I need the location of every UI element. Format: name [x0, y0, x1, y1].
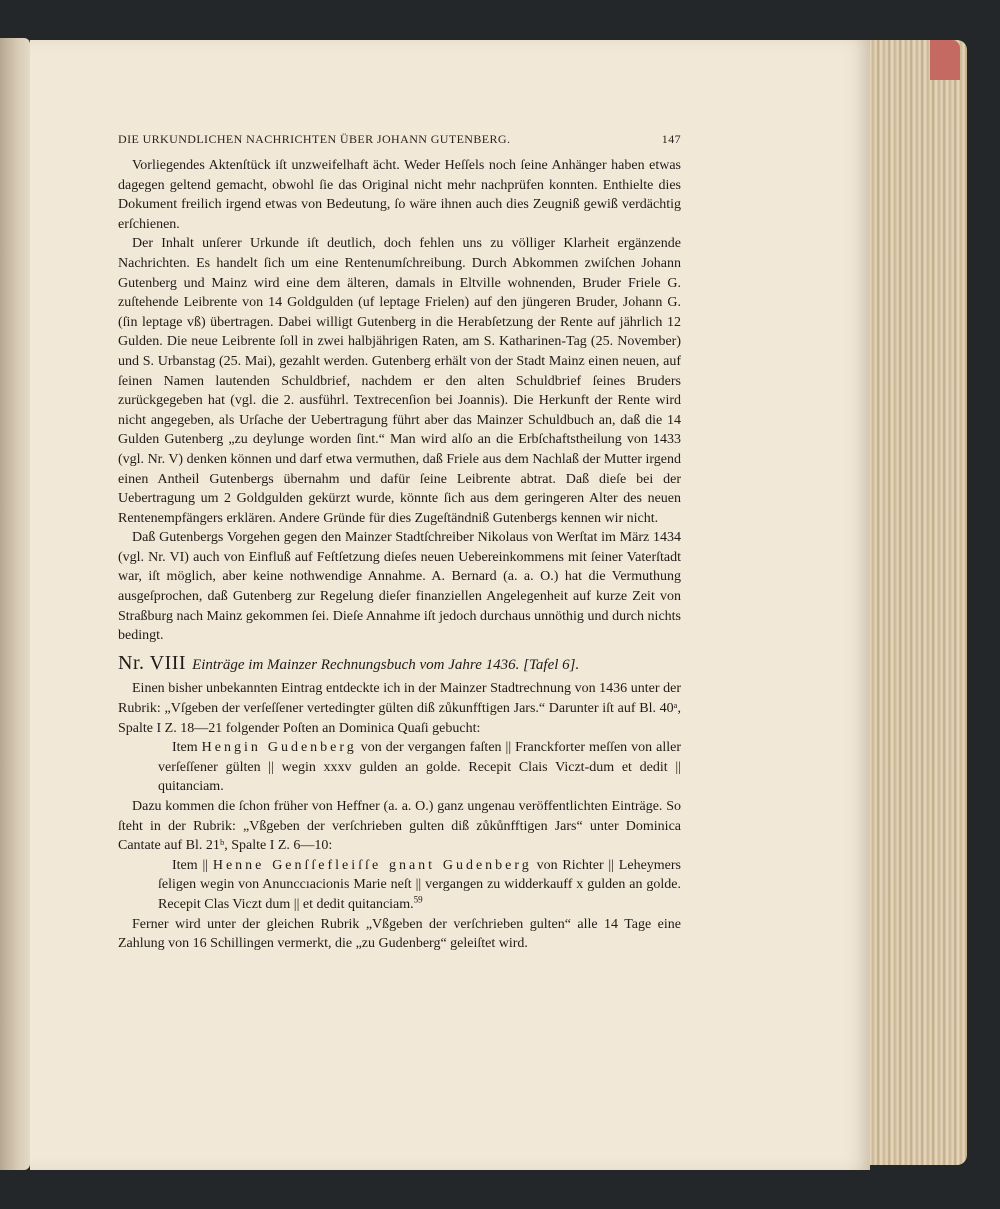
- paragraph: Daß Gutenbergs Vorgehen gegen den Mainzer Stadtſchreiber Nikolaus von Werſtat im März 1434 (vgl. Nr. VI) auch von Einfluß auf Feſtſetzung dieſes neuen Uebereinkommens mit ſeiner Vaterſtadt war, iſt möglich, aber keine nothwendige Annahme. A. Bernard (a. a. O.) hat die Vermuthung ausgeſprochen, daß Gutenberg zur Regelung dieſer finanziellen Angelegenheit auf kurze Zeit von Straßburg nach Mainz gekommen ſei. Dieſe Annahme iſt jedoch durchaus unnöthig und durch nichts bedingt.: [118, 530, 681, 644]
- body-text: [118, 156, 681, 954]
- binding-corner: [930, 40, 960, 80]
- paragraph: Dazu kommen die ſchon früher von Heffner (a. a. O.) ganz ungenau veröffentlichten Einträge. So ſteht in der Rubrik: „Vßgeben der verſchrieben gulten diß zůkůnfftigen Jars“ unter Dominica Cantate auf Bl. 21ᵇ, Spalte I Z. 6—10:: [118, 799, 681, 854]
- paragraph: Einen bisher unbekannten Eintrag entdeckte ich in der Mainzer Stadtrechnung von 1436 unter der Rubrik: „Vſgeben der verſeſſener vertedingter gülten diß zůkunfftigen Jars.“ Darunter iſt auf Bl. 40ᵃ, Spalte I Z. 18—21 folgender Poſten an Dominica Quaſi gebucht:: [118, 681, 681, 736]
- entry-name: Hengin Gudenberg: [201, 740, 357, 756]
- page-header: [118, 132, 681, 147]
- record-entry: [158, 738, 681, 797]
- entry-name: Henne Genſſefleiſſe gnant Gudenberg: [212, 857, 532, 873]
- section-heading: [118, 651, 681, 676]
- page-edge-stack: [862, 40, 967, 1165]
- footnote-marker: 59: [413, 894, 423, 905]
- entry-lead: Item ||: [172, 857, 213, 873]
- entry-text: von der vergangen faſten || Franckforter meſſen von aller verſeſſener gülten || wegin xxxv gulden an golde. Recepit Clais Viczt-dum et dedit || quitanciam.: [158, 740, 681, 795]
- entry-lead: Item: [172, 740, 202, 756]
- paragraph: Vorliegendes Aktenſtück iſt unzweifelhaft ächt. Weder Heſſels noch ſeine Anhänger haben etwas dagegen geltend gemacht, obwohl ſie das Original nicht mehr nachprüfen konnten. Enthielte dies Dokument freilich irgend etwas von Bedeutung, ſo wäre ihnen auch dies Zeugniß gewiß verdächtig erſchienen.: [118, 158, 681, 232]
- page-number: 147: [661, 132, 681, 146]
- paragraph: Der Inhalt unſerer Urkunde iſt deutlich, doch fehlen uns zu völliger Klarheit ergänzende Nachrichten. Es handelt ſich um eine Rentenumſchreibung. Durch Abkommen zwiſchen Johann Gutenberg und Mainz wird eine dem älteren, damals in Eltville wohnenden, Bruder Friele G. zuſtehende Leibrente von 14 Goldgulden (uf leptage Frielen) auf den jüngeren Bruder, Johann G. (ſin leptage vß) übertragen. Dabei willigt Gutenberg in die Herabſetzung der Rente auf jährlich 12 Gulden. Die neue Leibrente ſoll in zwei halbjährigen Raten, am S. Katharinen-Tag (25. November) und S. Urbanstag (25. Mai), gezahlt werden. Gutenberg erhält von der Stadt Mainz einen neuen, auf ſeinen Namen lautenden Schuldbrief, nachdem er den alten Schuldbrief ſeines Bruders zurückgegeben hat (vgl. die 2. ausführl. Textrecenſion bei Joannis). Die Herkunft der Rente wird nicht angegeben, als Urſache der Uebertragung führt aber das Mainzer Schuldbuch an, daß die 14 Gulden Gutenberg „zu deylunge worden ſint.“ Man wird alſo an die Erbſchaftstheilung von 1433 (vgl. Nr. V) denken können und darf etwa vermuthen, daß Friele aus dem Nachlaß der Mutter irgend einen Antheil Gutenbergs übernahm und dafür ſeine Leibrente abtrat. Daß dieſe bei der Uebertragung um 2 Goldgulden gekürzt wurde, könnte ſich aus dem geringeren Alter des neuen Rentenempfängers erklären. Andere Gründe für dies Zugeſtändniß Gutenbergs kennen wir nicht.: [118, 236, 681, 526]
- left-page-edge: [0, 38, 30, 1170]
- paragraph: Ferner wird unter der gleichen Rubrik „Vßgeben der verſchrieben gulten“ alle 14 Tage eine Zahlung von 16 Schillingen vermerkt, die „zu Gudenberg“ geleiſtet wird.: [118, 916, 681, 952]
- entry-text: von Richter || Leheymers ſeligen wegin von Anunccıacionis Marie neſt || vergangen zu widderkauff x gulden an golde. Recepit Clas Viczt dum || et dedit quitanciam.: [158, 857, 681, 912]
- running-title: DIE URKUNDLICHEN NACHRICHTEN ÜBER JOHANN GUTENBERG.: [118, 132, 511, 146]
- section-title: Einträge im Mainzer Rechnungsbuch vom Jahre 1436. [Tafel 6].: [192, 656, 580, 673]
- section-number: Nr. VIII: [118, 651, 187, 674]
- record-entry: [158, 856, 681, 915]
